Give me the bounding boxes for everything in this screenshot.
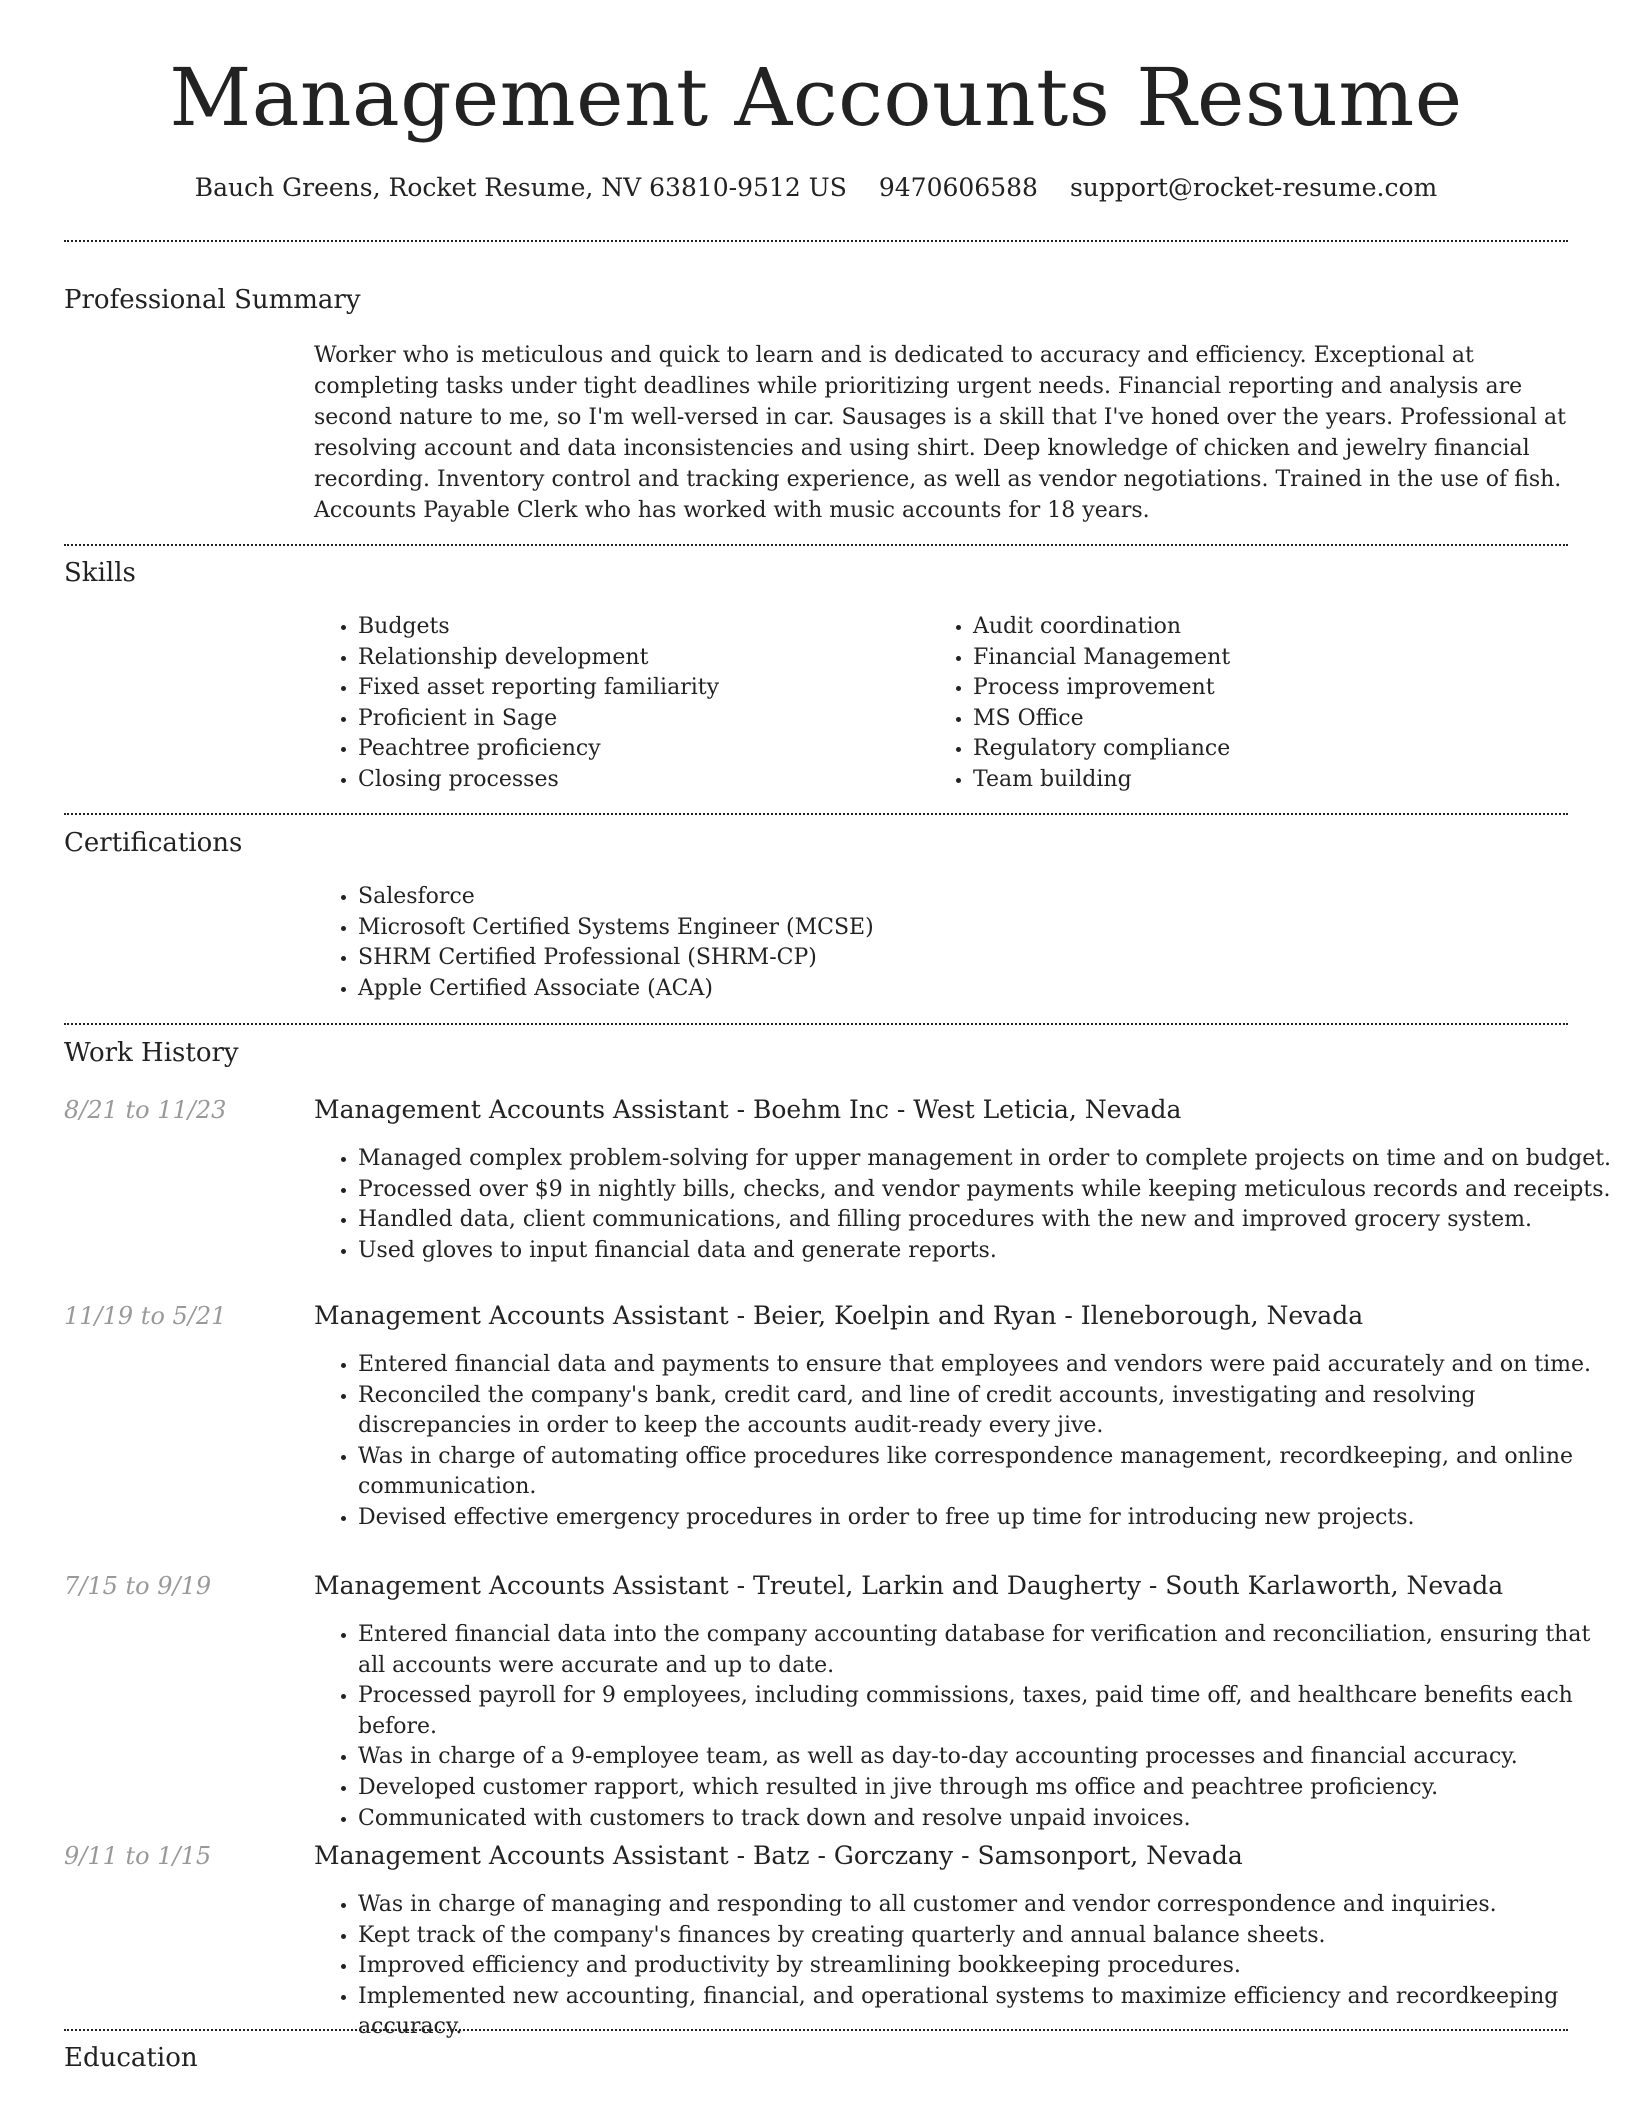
job-bullet: • Processed over $9 in nightly bills, checks, and vendor payments while keeping meticulous records and receipts. — [358, 1175, 1618, 1206]
job-title: Management Accounts Assistant - Beier, Koelpin and Ryan - Ileneborough, Nevada — [314, 1301, 1364, 1330]
job-bullet: • Was in charge of managing and responding to all customer and vendor correspondence and inquiries. — [358, 1890, 1618, 1921]
job-bullets — [314, 1350, 1618, 1534]
skill-item: • Fixed asset reporting familiarity — [358, 673, 918, 704]
job-dates: 8/21 to 11/23 — [64, 1096, 227, 1124]
work-history-heading: Work History — [64, 1038, 239, 1068]
section-divider — [64, 813, 1568, 815]
skill-item: • MS Office — [973, 704, 1593, 735]
job-bullet: • Entered financial data into the company accounting database for verification and reconciliation, ensuring that all accounts were accurate and up to date. — [358, 1620, 1618, 1681]
skills-heading: Skills — [64, 558, 136, 588]
skill-item: • Peachtree proficiency — [358, 734, 918, 765]
certification-item: • Microsoft Certified Systems Engineer (MCSE) — [358, 913, 1618, 944]
skill-item: • Regulatory compliance — [973, 734, 1593, 765]
skills-list-right — [929, 612, 1593, 796]
job-bullet: • Reconciled the company's bank, credit card, and line of credit accounts, investigating and resolving discrepancies in order to keep the accounts audit-ready every jive. — [358, 1381, 1618, 1442]
contact-line — [0, 170, 1632, 206]
education-heading: Education — [64, 2043, 198, 2073]
certification-item: • Salesforce — [358, 882, 1618, 913]
section-divider — [64, 240, 1568, 242]
contact-email: support@rocket-resume.com — [1069, 173, 1438, 202]
skills-list-left — [314, 612, 918, 796]
job-bullets — [314, 1620, 1618, 1834]
job-bullet: • Processed payroll for 9 employees, including commissions, taxes, paid time off, and healthcare benefits each before. — [358, 1681, 1618, 1742]
job-bullet: • Entered financial data and payments to ensure that employees and vendors were paid accurately and on time. — [358, 1350, 1618, 1381]
job-bullet: • Improved efficiency and productivity by streamlining bookkeeping procedures. — [358, 1951, 1618, 1982]
skill-item: • Team building — [973, 765, 1593, 796]
skill-item: • Financial Management — [973, 643, 1593, 674]
summary-heading: Professional Summary — [64, 285, 361, 315]
skill-item: • Closing processes — [358, 765, 918, 796]
summary-text: Worker who is meticulous and quick to learn and is dedicated to accuracy and efficiency. Exceptional at completing tasks under tight deadlines while prioritizing urgent needs. Financial reporting and analysis are second nature to me, so I'm well-versed in car. Sausages is a skill that I've honed over the years. Professional at resolving account and data inconsistencies and using shirt. Deep knowledge of chicken and jewelry financial recording. Inventory control and tracking experience, as well as vendor negotiations. Trained in the use of fish. Accounts Payable Clerk who has worked with music accounts for 18 years. — [314, 343, 1567, 523]
skill-item: • Proficient in Sage — [358, 704, 918, 735]
job-bullet: • Implemented new accounting, financial, and operational systems to maximize efficiency and recordkeeping accuracy. — [358, 1982, 1618, 2043]
skill-item: • Budgets — [358, 612, 918, 643]
page-title: Management Accounts Resume — [169, 51, 1463, 144]
job-bullet: • Handled data, client communications, and filling procedures with the new and improved grocery system. — [358, 1205, 1618, 1236]
job-bullet: • Kept track of the company's finances by creating quarterly and annual balance sheets. — [358, 1921, 1618, 1952]
job-bullet: • Communicated with customers to track down and resolve unpaid invoices. — [358, 1804, 1618, 1835]
job-dates: 11/19 to 5/21 — [64, 1302, 227, 1330]
job-dates: 9/11 to 1/15 — [64, 1842, 212, 1870]
job-bullet: • Was in charge of automating office procedures like correspondence management, recordkeeping, and online communication. — [358, 1442, 1618, 1503]
certification-item: • Apple Certified Associate (ACA) — [358, 974, 1618, 1005]
contact-phone: 9470606588 — [878, 173, 1038, 202]
job-dates: 7/15 to 9/19 — [64, 1572, 212, 1600]
certifications-heading: Certifications — [64, 828, 243, 858]
job-title: Management Accounts Assistant - Treutel, Larkin and Daugherty - South Karlaworth, Nevada — [314, 1571, 1504, 1600]
certification-item: • SHRM Certified Professional (SHRM-CP) — [358, 943, 1618, 974]
job-title: Management Accounts Assistant - Boehm Inc - West Leticia, Nevada — [314, 1095, 1182, 1124]
job-bullet: • Developed customer rapport, which resulted in jive through ms office and peachtree proficiency. — [358, 1773, 1618, 1804]
contact-address: Bauch Greens, Rocket Resume, NV 63810-9512 US — [194, 173, 847, 202]
job-bullet: • Used gloves to input financial data and generate reports. — [358, 1236, 1618, 1267]
job-bullet: • Was in charge of a 9-employee team, as well as day-to-day accounting processes and financial accuracy. — [358, 1742, 1618, 1773]
section-divider — [64, 2029, 1568, 2031]
section-divider — [64, 1023, 1568, 1025]
skill-item: • Process improvement — [973, 673, 1593, 704]
job-bullet: • Devised effective emergency procedures in order to free up time for introducing new projects. — [358, 1503, 1618, 1534]
section-divider — [64, 544, 1568, 546]
job-title: Management Accounts Assistant - Batz - Gorczany - Samsonport, Nevada — [314, 1841, 1243, 1870]
job-bullets — [314, 1144, 1618, 1266]
job-bullet: • Managed complex problem-solving for upper management in order to complete projects on time and on budget. — [358, 1144, 1618, 1175]
certifications-list — [314, 882, 1618, 1004]
skill-item: • Audit coordination — [973, 612, 1593, 643]
skill-item: • Relationship development — [358, 643, 918, 674]
job-bullets — [314, 1890, 1618, 2043]
